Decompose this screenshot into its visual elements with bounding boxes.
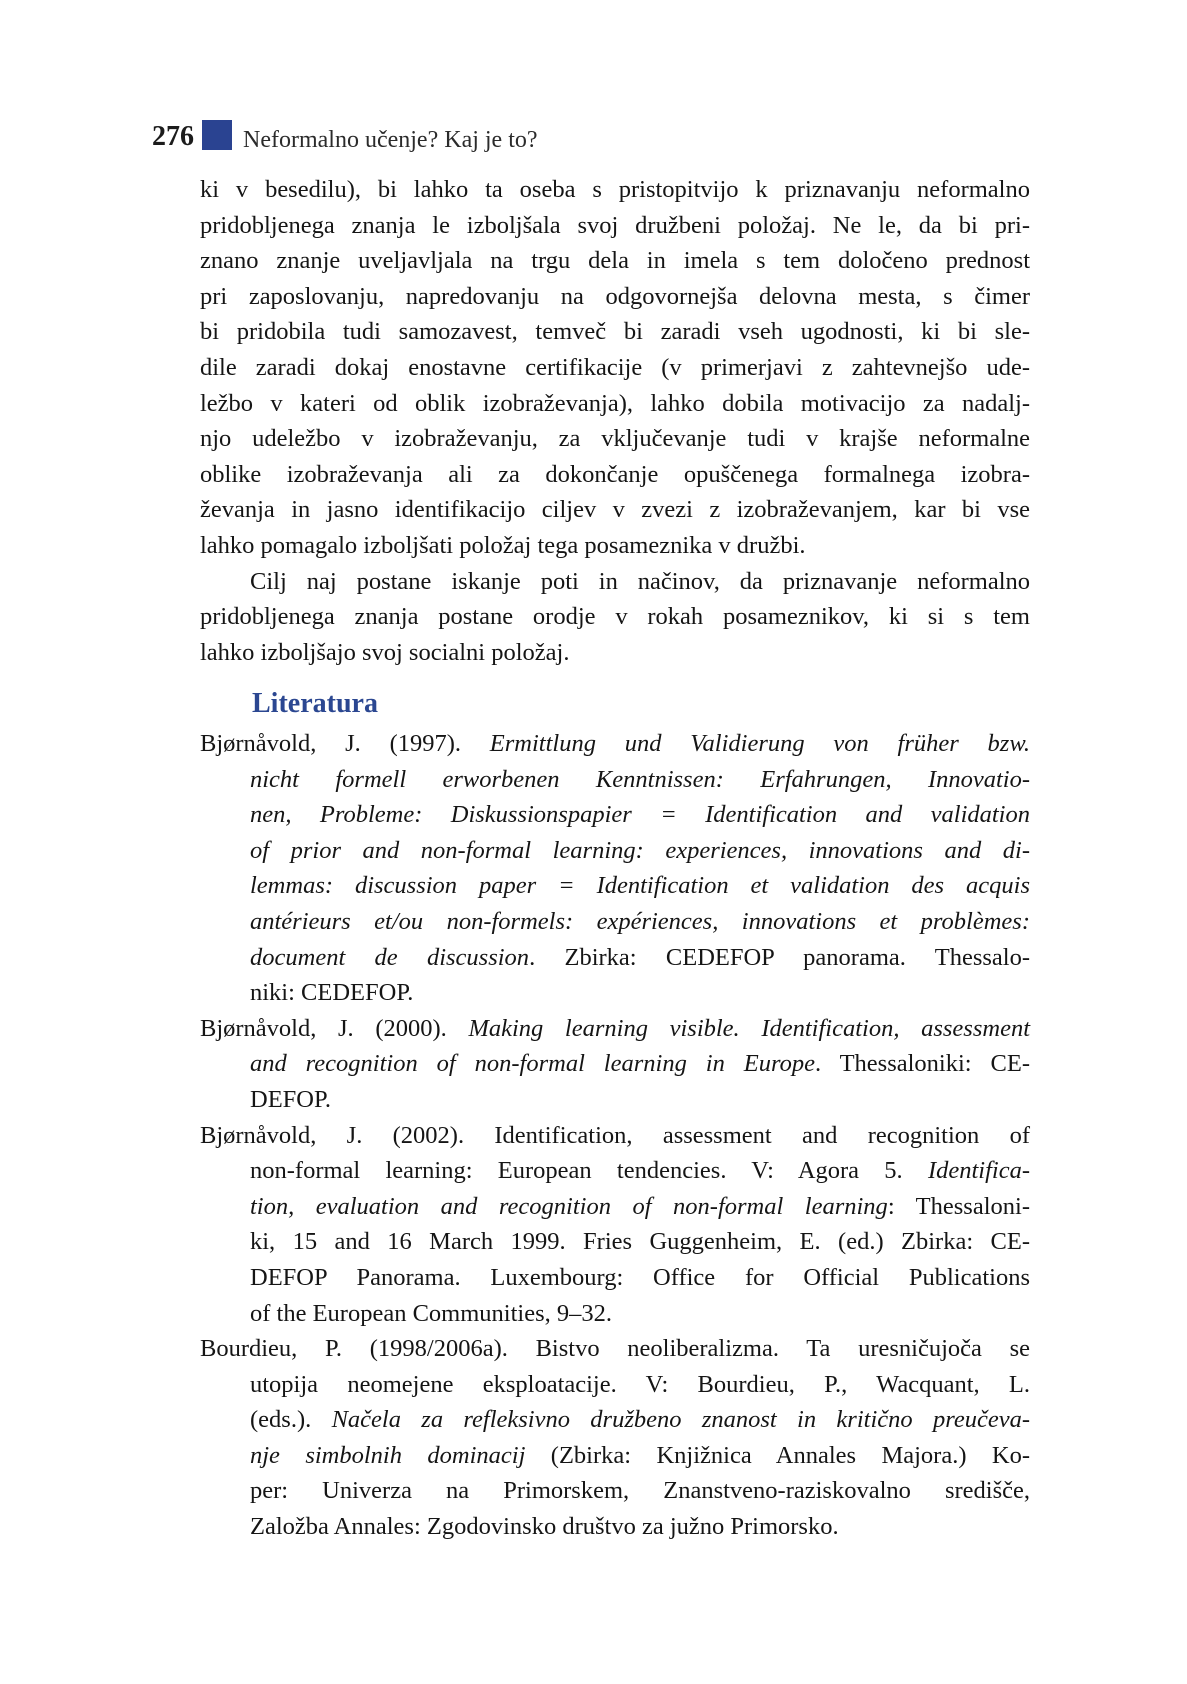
reference-title-segment: and recognition of non-formal learning in Europe	[250, 1050, 815, 1078]
text-line: pri zaposlovanju, napredovanju na odgovornejša delovna mesta, s čimer	[200, 282, 1030, 310]
reference-title-segment: nje simbolnih dominacij	[250, 1441, 526, 1469]
reference-text-segment: : Thessaloni-	[887, 1192, 1030, 1220]
text-line	[250, 1224, 1030, 1260]
text-line	[200, 1331, 1030, 1367]
text-line	[250, 1046, 1030, 1082]
running-header-title: Neformalno učenje? Kaj je to?	[243, 127, 538, 153]
text-line	[250, 833, 1030, 869]
text-line	[250, 975, 1030, 1011]
paragraph	[200, 564, 1030, 671]
text-line: dile zaradi dokaj enostavne certifikacije (v primerjavi z zahtevnejšo ude-	[200, 353, 1030, 381]
text-line: znano znanje uveljavljala na trgu dela in imela s tem določeno prednost	[200, 247, 1030, 275]
reference-text-segment: Bjørnåvold, J. (2000).	[200, 1014, 469, 1042]
reference-entry	[200, 1011, 1030, 1118]
text-line: lahko pomagalo izboljšati položaj tega posameznika v družbi.	[200, 531, 806, 559]
text-line: njo udeležbo v izobraževanju, za vključevanje tudi v krajše neformalne	[200, 425, 1030, 453]
text-line: lahko izboljšajo svoj socialni položaj.	[200, 638, 570, 666]
reference-text-segment: (eds.).	[250, 1406, 332, 1434]
text-line	[250, 1473, 1030, 1509]
text-line: ležbo v kateri od oblik izobraževanja), lahko dobila motivacijo za nadalj-	[200, 389, 1030, 417]
text-line	[250, 797, 1030, 833]
text-line	[250, 1402, 1030, 1438]
reference-title-segment: document de discussion	[250, 943, 530, 971]
reference-title-segment: of prior and non-formal learning: experiences, innovations and di-	[250, 836, 1030, 864]
text-line	[250, 1153, 1030, 1189]
reference-text-segment: DEFOP.	[250, 1085, 332, 1113]
text-line	[250, 1260, 1030, 1296]
reference-title-segment: Ermittlung und Validierung von früher bzw.	[489, 730, 1030, 757]
text-line	[250, 1509, 1030, 1545]
reference-entry	[200, 726, 1030, 1011]
reference-text-segment: utopija neomejene eksploatacije. V: Bourdieu, P., Wacquant, L.	[250, 1370, 1030, 1398]
reference-title-segment: nen, Probleme: Diskussionspapier = Identification and validation	[250, 801, 1030, 829]
text-line: ževanja in jasno identifikacijo ciljev v zvezi z izobraževanjem, kar bi vse	[200, 496, 1030, 524]
reference-text-segment: Bjørnåvold, J. (1997).	[200, 730, 490, 757]
reference-entry	[200, 1118, 1030, 1332]
reference-text-segment: ki, 15 and 16 March 1999. Fries Guggenheim, E. (ed.) Zbirka: CE-	[250, 1228, 1030, 1256]
body-text	[200, 172, 1030, 670]
reference-text-segment: (Zbirka: Knjižnica Annales Majora.) Ko-	[525, 1441, 1030, 1469]
text-line: ki v besedilu), bi lahko ta oseba s pristopitvijo k priznavanju neformalno	[200, 176, 1030, 203]
reference-text-segment: of the European Communities, 9–32.	[250, 1299, 612, 1327]
page-number: 276	[152, 121, 194, 152]
reference-title-segment: antérieurs et/ou non-formels: expériences, innovations et problèmes:	[250, 907, 1030, 935]
reference-text-segment: Bjørnåvold, J. (2002). Identification, assessment and recognition of	[200, 1121, 1030, 1149]
text-line: oblike izobraževanja ali za dokončanje opuščenega formalnega izobra-	[200, 460, 1030, 488]
text-line	[250, 904, 1030, 940]
reference-text-segment: . Zbirka: CEDEFOP panorama. Thessalo-	[529, 943, 1030, 971]
text-line	[250, 868, 1030, 904]
text-line	[200, 1011, 1030, 1047]
reference-text-segment: niki: CEDEFOP.	[250, 979, 414, 1007]
text-line	[250, 1438, 1030, 1474]
reference-list	[200, 726, 1030, 1545]
text-line	[250, 1296, 1030, 1332]
text-line	[250, 940, 1030, 976]
text-line	[200, 1118, 1030, 1154]
text-line	[250, 1367, 1030, 1403]
text-line: pridobljenega znanja le izboljšala svoj družbeni položaj. Ne le, da bi pri-	[200, 211, 1030, 239]
reference-title-segment: lemmas: discussion paper = Identification et validation des acquis	[250, 872, 1030, 900]
reference-text-segment: per: Univerza na Primorskem, Znanstveno-raziskovalno središče,	[250, 1477, 1030, 1505]
reference-entry	[200, 1331, 1030, 1545]
reference-text-segment: . Thessaloniki: CE-	[814, 1050, 1030, 1078]
text-line	[250, 762, 1030, 798]
text-line: pridobljenega znanja postane orodje v rokah posameznikov, ki si s tem	[200, 603, 1030, 631]
text-line	[250, 1189, 1030, 1225]
reference-title-segment: nicht formell erworbenen Kenntnissen: Erfahrungen, Innovatio-	[250, 765, 1030, 793]
reference-title-segment: Making learning visible. Identification, assessment	[468, 1014, 1031, 1042]
reference-text-segment: Bourdieu, P. (1998/2006a). Bistvo neoliberalizma. Ta uresničujoča se	[200, 1335, 1030, 1363]
text-line	[250, 1082, 1030, 1118]
text-line: bi pridobila tudi samozavest, temveč bi zaradi vseh ugodnosti, ki bi sle-	[200, 318, 1030, 346]
reference-title-segment: Identifica-	[927, 1157, 1030, 1185]
reference-title-segment: tion, evaluation and recognition of non-formal learning	[250, 1192, 888, 1220]
literature-heading: Literatura	[252, 688, 378, 719]
text-line: Cilj naj postane iskanje poti in načinov, da priznavanje neformalno	[250, 567, 1030, 595]
reference-text-segment: DEFOP Panorama. Luxembourg: Office for Official Publications	[250, 1263, 1030, 1291]
reference-text-segment: Založba Annales: Zgodovinsko društvo za južno Primorsko.	[250, 1513, 839, 1541]
reference-text-segment: non-formal learning: European tendencies. V: Agora 5.	[250, 1157, 928, 1185]
paragraph	[200, 172, 1030, 564]
text-line	[200, 726, 1030, 762]
section-marker-square-icon	[202, 120, 232, 150]
reference-title-segment: Načela za refleksivno družbeno znanost in kritično preučeva-	[331, 1406, 1030, 1434]
